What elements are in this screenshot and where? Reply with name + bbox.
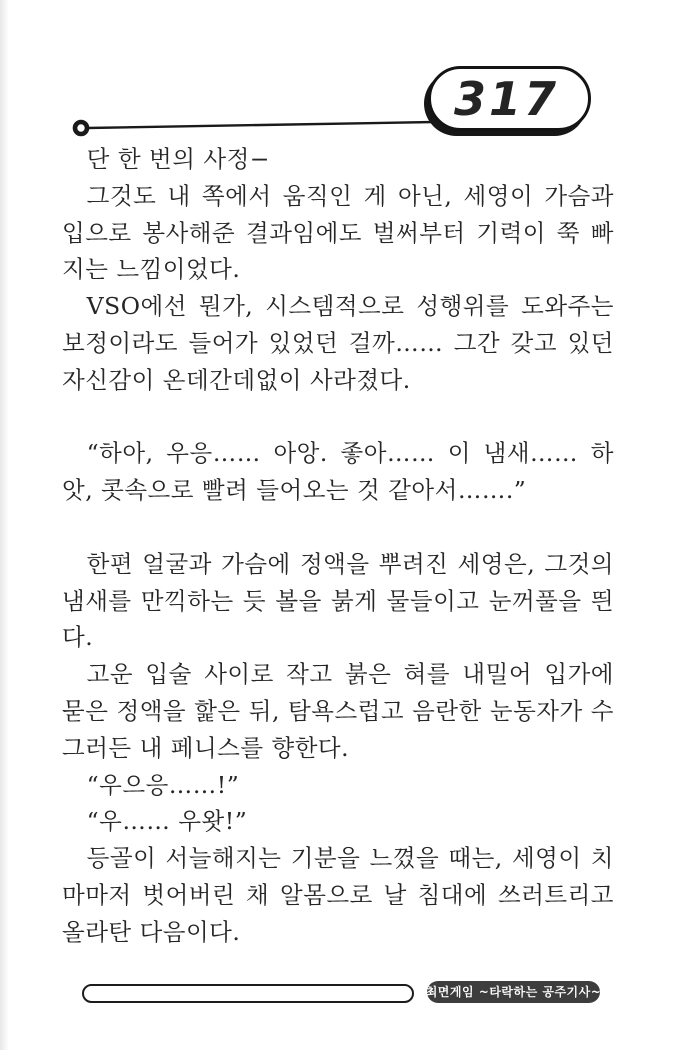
- rule-line: [87, 122, 434, 128]
- page-number: 317: [453, 71, 560, 126]
- body-paragraph: 단 한 번의 사정−: [86, 145, 270, 173]
- body-text: [62, 141, 614, 951]
- dialogue-paragraph: “우…… 우왓!”: [86, 807, 248, 836]
- footer-capsule-bar: [82, 984, 414, 1003]
- page-scan-edge: [0, 0, 9, 1050]
- dialogue-paragraph: “하아, 우응…… 아앙. 좋아…… 이 냄새…… 하앗, 콧속으로 빨려 들어오는 것 같아서…….”: [62, 439, 614, 505]
- body-paragraph: 그것도 내 쪽에서 움직인 게 아닌, 세영이 가슴과 입으로 봉사해준 결과임에도 벌써부터 기력이 쭉 빠지는 느낌이었다.: [62, 181, 614, 284]
- ring-icon: [75, 122, 87, 134]
- chapter-rule: [68, 106, 440, 146]
- series-title: 최면게임 ~타락하는 공주기사~: [425, 985, 602, 999]
- dialogue-paragraph: “우으응……!”: [86, 770, 240, 799]
- footer-series-badge: [427, 981, 600, 1003]
- body-paragraph: 한편 얼굴과 가슴에 정액을 뿌려진 세영은, 그것의 냄새를 만끽하는 듯 볼을 붉게 물들이고 눈꺼풀을 띈다.: [62, 549, 614, 652]
- page-number-pill: [428, 66, 591, 131]
- body-paragraph: VSO에선 뭔가, 시스템적으로 성행위를 도와주는 보정이라도 들어가 있었던 걸까…… 그간 갖고 있던 자신감이 온데간데없이 사라졌다.: [62, 292, 614, 394]
- body-paragraph: 고운 입술 사이로 작고 붉은 혀를 내밀어 입가에 묻은 정액을 핥은 뒤, 탐욕스럽고 음란한 눈동자가 수그러든 내 페니스를 향한다.: [62, 660, 614, 762]
- body-paragraph: 등골이 서늘해지는 기분을 느꼈을 때는, 세영이 치마마저 벗어버린 채 알몸으로 날 침대에 쓰러트리고 올라탄 다음이다.: [62, 844, 614, 946]
